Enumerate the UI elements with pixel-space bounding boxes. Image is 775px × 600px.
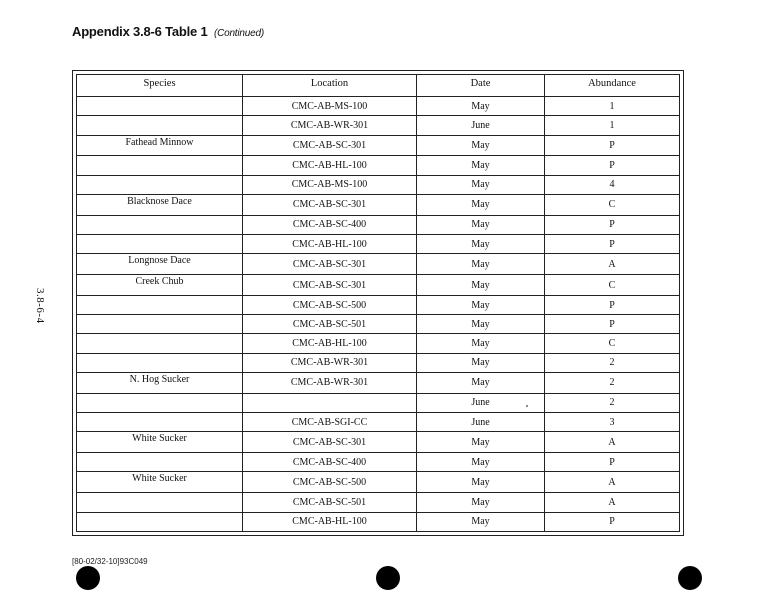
table-row	[77, 453, 680, 472]
cell-location: CMC-AB-HL-100	[243, 334, 417, 353]
cell-species	[77, 234, 243, 253]
cell-location: CMC-AB-SC-301	[243, 275, 417, 296]
cell-abundance: A	[545, 432, 680, 453]
cell-species	[77, 413, 243, 432]
cell-date: May	[417, 234, 545, 253]
cell-date: May	[417, 334, 545, 353]
cell-location: CMC-AB-HL-100	[243, 234, 417, 253]
table-frame	[72, 70, 684, 536]
cell-species	[77, 156, 243, 175]
cell-location	[243, 393, 417, 412]
table-row	[77, 156, 680, 175]
title-text: Appendix 3.8-6 Table 1	[72, 24, 208, 39]
title-continued: (Continued)	[213, 28, 264, 39]
cell-abundance: 2	[545, 353, 680, 372]
cell-location: CMC-AB-SC-500	[243, 472, 417, 493]
cell-species	[77, 334, 243, 353]
table-row	[77, 372, 680, 393]
table-body	[77, 97, 680, 532]
cell-species	[77, 295, 243, 314]
cell-abundance: P	[545, 315, 680, 334]
cell-date: May	[417, 432, 545, 453]
cell-abundance: C	[545, 194, 680, 215]
cell-location: CMC-AB-SC-400	[243, 453, 417, 472]
cell-date: May	[417, 175, 545, 194]
cell-species: Fathead Minnow	[77, 135, 243, 156]
cell-abundance: C	[545, 275, 680, 296]
cell-date: May	[417, 295, 545, 314]
cell-location: CMC-AB-HL-100	[243, 512, 417, 531]
cell-location: CMC-AB-WR-301	[243, 372, 417, 393]
species-table	[76, 74, 680, 532]
cell-date: May	[417, 453, 545, 472]
cell-date: June	[417, 116, 545, 135]
cell-date: May	[417, 275, 545, 296]
table-row	[77, 512, 680, 531]
table-row	[77, 175, 680, 194]
cell-location: CMC-AB-WR-301	[243, 116, 417, 135]
cell-date: May	[417, 215, 545, 234]
table-row	[77, 254, 680, 275]
cell-date: May	[417, 472, 545, 493]
cell-species	[77, 512, 243, 531]
cell-species: White Sucker	[77, 472, 243, 493]
cell-date: May	[417, 156, 545, 175]
cell-species: Creek Chub	[77, 275, 243, 296]
column-header-species: Species	[77, 75, 243, 97]
cell-location: CMC-AB-SC-301	[243, 254, 417, 275]
cell-date: May	[417, 315, 545, 334]
table-row	[77, 275, 680, 296]
table-row	[77, 97, 680, 116]
punch-hole-right	[678, 566, 702, 590]
table-row	[77, 472, 680, 493]
page-title	[72, 24, 264, 39]
cell-abundance: P	[545, 295, 680, 314]
cell-species	[77, 393, 243, 412]
cell-species	[77, 493, 243, 512]
table-row	[77, 194, 680, 215]
cell-date: May	[417, 353, 545, 372]
cell-species: Blacknose Dace	[77, 194, 243, 215]
table-row	[77, 334, 680, 353]
table-row	[77, 432, 680, 453]
punch-hole-left	[76, 566, 100, 590]
scan-speck	[526, 405, 528, 407]
cell-abundance: A	[545, 493, 680, 512]
table-row	[77, 116, 680, 135]
cell-location: CMC-AB-SGI-CC	[243, 413, 417, 432]
cell-date: May	[417, 97, 545, 116]
cell-species: Longnose Dace	[77, 254, 243, 275]
cell-date: May	[417, 512, 545, 531]
column-header-location: Location	[243, 75, 417, 97]
side-page-number: 3.8-6-4	[34, 288, 46, 324]
table-row	[77, 234, 680, 253]
cell-abundance: P	[545, 215, 680, 234]
cell-location: CMC-AB-HL-100	[243, 156, 417, 175]
cell-species	[77, 315, 243, 334]
cell-species	[77, 116, 243, 135]
cell-date: May	[417, 493, 545, 512]
cell-abundance: P	[545, 453, 680, 472]
table-row	[77, 413, 680, 432]
cell-abundance: 2	[545, 393, 680, 412]
column-header-date: Date	[417, 75, 545, 97]
document-code: [80-02/32-10]93C049	[72, 557, 148, 566]
cell-species	[77, 215, 243, 234]
cell-location: CMC-AB-SC-501	[243, 315, 417, 334]
cell-abundance: 1	[545, 97, 680, 116]
cell-abundance: P	[545, 156, 680, 175]
cell-location: CMC-AB-SC-301	[243, 432, 417, 453]
cell-location: CMC-AB-SC-301	[243, 135, 417, 156]
cell-date: May	[417, 372, 545, 393]
cell-abundance: P	[545, 512, 680, 531]
cell-abundance: 3	[545, 413, 680, 432]
cell-species: N. Hog Sucker	[77, 372, 243, 393]
cell-date: June	[417, 393, 545, 412]
cell-location: CMC-AB-MS-100	[243, 97, 417, 116]
cell-abundance: P	[545, 234, 680, 253]
cell-date: May	[417, 135, 545, 156]
table-header-row	[77, 75, 680, 97]
cell-location: CMC-AB-MS-100	[243, 175, 417, 194]
cell-location: CMC-AB-SC-501	[243, 493, 417, 512]
table-row	[77, 215, 680, 234]
cell-date: May	[417, 254, 545, 275]
table-row	[77, 393, 680, 412]
cell-date: May	[417, 194, 545, 215]
cell-abundance: 1	[545, 116, 680, 135]
cell-species	[77, 175, 243, 194]
cell-species	[77, 97, 243, 116]
cell-species	[77, 453, 243, 472]
cell-location: CMC-AB-SC-400	[243, 215, 417, 234]
cell-abundance: 2	[545, 372, 680, 393]
table-row	[77, 353, 680, 372]
table-row	[77, 315, 680, 334]
table-row	[77, 493, 680, 512]
cell-abundance: A	[545, 254, 680, 275]
cell-location: CMC-AB-WR-301	[243, 353, 417, 372]
cell-date: June	[417, 413, 545, 432]
cell-species	[77, 353, 243, 372]
cell-abundance: 4	[545, 175, 680, 194]
cell-abundance: C	[545, 334, 680, 353]
cell-species: White Sucker	[77, 432, 243, 453]
table-row	[77, 135, 680, 156]
table-row	[77, 295, 680, 314]
column-header-abundance: Abundance	[545, 75, 680, 97]
cell-location: CMC-AB-SC-301	[243, 194, 417, 215]
cell-abundance: P	[545, 135, 680, 156]
punch-hole-center	[376, 566, 400, 590]
cell-location: CMC-AB-SC-500	[243, 295, 417, 314]
cell-abundance: A	[545, 472, 680, 493]
